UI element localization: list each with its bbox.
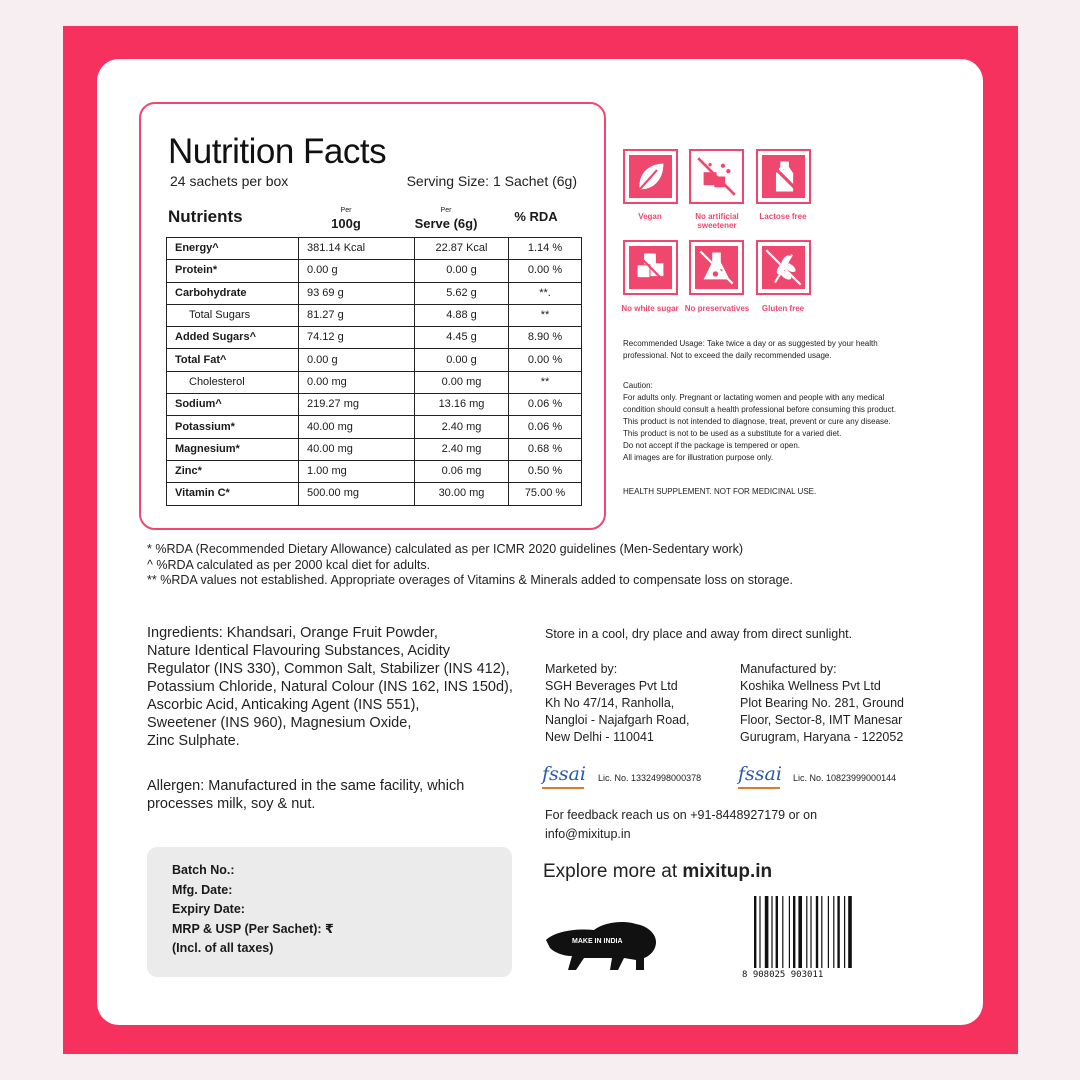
nutrition-cell-v2: 2.40 mg xyxy=(415,416,509,438)
barcode xyxy=(752,896,852,968)
nutrition-cell-rda: 0.00 % xyxy=(509,260,582,282)
nutrition-cell-v2: 0.00 mg xyxy=(415,371,509,393)
sugar-cubes-icon xyxy=(629,246,672,289)
nutrition-cell-v1: 500.00 mg xyxy=(299,483,415,505)
nutrition-cell-name: Zinc* xyxy=(167,460,299,482)
per-serve-header: Per Serve (6g) xyxy=(414,207,478,231)
barcode-bar xyxy=(765,896,769,968)
nutrition-row xyxy=(167,394,582,416)
batch-info-panel: Batch No.: Mfg. Date: Expiry Date: MRP & USP (Per Sachet): ₹ (Incl. of all taxes) xyxy=(147,847,512,977)
sachets-per-box: 24 sachets per box xyxy=(170,173,289,189)
nutrition-row xyxy=(167,460,582,482)
per-100g-header: Per 100g xyxy=(331,207,361,231)
nutrition-row xyxy=(167,282,582,304)
nutrition-row xyxy=(167,349,582,371)
recommended-usage: Recommended Usage: Take twice a day or as suggested by your health professional. Not to exceed the daily recommended usage. xyxy=(623,339,878,360)
nutrition-title: Nutrition Facts xyxy=(168,132,387,171)
vegan-badge xyxy=(623,149,678,204)
lion-icon xyxy=(544,918,659,973)
nutrition-facts-panel xyxy=(139,102,606,530)
nutrition-cell-rda: 0.06 % xyxy=(509,394,582,416)
fssai-underline xyxy=(738,787,780,789)
nutrition-cell-rda: 0.68 % xyxy=(509,438,582,460)
allergen-info: Allergen: Manufactured in the same facility, which processes milk, soy & nut. xyxy=(147,778,465,812)
nutrition-cell-v1: 219.27 mg xyxy=(299,394,415,416)
gluten-free-label: Gluten free xyxy=(761,304,805,313)
nutrition-cell-v2: 30.00 mg xyxy=(415,483,509,505)
nutrition-cell-v1: 74.12 g xyxy=(299,327,415,349)
nutrition-cell-name: Vitamin C* xyxy=(167,483,299,505)
nutrition-cell-name: Sodium^ xyxy=(167,394,299,416)
nutrition-cell-rda: ** xyxy=(509,304,582,326)
nutrition-cell-name: Total Fat^ xyxy=(167,349,299,371)
nutrients-header: Nutrients xyxy=(168,207,243,226)
barcode-bar xyxy=(810,896,811,968)
nutrition-cell-name: Protein* xyxy=(167,260,299,282)
website-link[interactable]: mixitup.in xyxy=(682,861,773,882)
wheat-icon xyxy=(762,246,805,289)
serving-size: Serving Size: 1 Sachet (6g) xyxy=(406,173,577,189)
no-white-sugar-badge xyxy=(623,240,678,295)
nutrition-row xyxy=(167,260,582,282)
nutrition-cell-v1: 0.00 mg xyxy=(299,371,415,393)
barcode-bar xyxy=(837,896,839,968)
nutrition-table xyxy=(166,237,582,506)
caution-block: Caution: For adults only. Pregnant or lactating women and people with any medical condition should consult a health professional before consuming this product. This product is not intended to diagnose, treat, prevent or cure any disease. This product is not to be used as a substitute for a varied diet. Do not accept if the package is tempered or open. All images are for illustration purpose only. xyxy=(623,381,897,462)
nutrition-cell-v2: 0.06 mg xyxy=(415,460,509,482)
nutrition-cell-v1: 81.27 g xyxy=(299,304,415,326)
storage-instructions: Store in a cool, dry place and away from direct sunlight. xyxy=(545,627,853,641)
fssai-license-marketer: Lic. No. 13324998000378 xyxy=(598,773,702,783)
barcode-bar xyxy=(759,896,760,968)
no-sweetener-icon xyxy=(695,155,738,198)
nutrition-cell-v1: 0.00 g xyxy=(299,349,415,371)
nutrition-cell-v2: 0.00 g xyxy=(415,260,509,282)
nutrition-cell-rda: 75.00 % xyxy=(509,483,582,505)
rda-footnotes: * %RDA (Recommended Dietary Allowance) calculated as per ICMR 2020 guidelines (Men-Sedentary work) ^ %RDA calculated as per 2000 kcal diet for adults. ** %RDA values not established. Appropriate overages of Vitamins & Minerals added to compensate loss on storage. xyxy=(147,542,793,587)
barcode-bar xyxy=(833,896,834,968)
fssai-underline xyxy=(542,787,584,789)
barcode-bar xyxy=(782,896,783,968)
barcode-bar xyxy=(828,896,829,968)
nutrition-cell-v1: 381.14 Kcal xyxy=(299,238,415,260)
nutrition-cell-v2: 0.00 g xyxy=(415,349,509,371)
gluten-free-badge xyxy=(756,240,811,295)
no-sweetener-label: No artificial sweetener xyxy=(695,212,739,230)
leaf-icon xyxy=(629,155,672,198)
nutrition-row xyxy=(167,371,582,393)
nutrition-cell-name: Total Sugars xyxy=(167,304,299,326)
make-in-india-logo xyxy=(544,918,659,973)
nutrition-cell-name: Potassium* xyxy=(167,416,299,438)
nutrition-cell-v2: 2.40 mg xyxy=(415,438,509,460)
nutrition-cell-rda: 0.00 % xyxy=(509,349,582,371)
no-preservatives-label: No preservatives xyxy=(684,304,750,313)
nutrition-row xyxy=(167,483,582,505)
ingredients: Ingredients: Khandsari, Orange Fruit Powder, Nature Identical Flavouring Substances, Acidity Regulator (INS 330), Common Salt, Stabilizer (INS 412), Potassium Chloride, Natural Colour (INS 162, INS 150d), Ascorbic Acid, Anticaking Agent (INS 551), Sweetener (INS 960), Magnesium Oxide, Zinc Sulphate. xyxy=(147,625,513,749)
nutrition-cell-v2: 4.88 g xyxy=(415,304,509,326)
nutrition-cell-name: Added Sugars^ xyxy=(167,327,299,349)
barcode-bar xyxy=(798,896,802,968)
barcode-bar xyxy=(754,896,756,968)
nutrition-cell-rda: ** xyxy=(509,371,582,393)
barcode-bar xyxy=(789,896,790,968)
nutrition-cell-name: Magnesium* xyxy=(167,438,299,460)
nutrition-row xyxy=(167,304,582,326)
nutrition-cell-v1: 93 69 g xyxy=(299,282,415,304)
barcode-bar xyxy=(806,896,807,968)
fssai-logo-marketer: fssai xyxy=(542,763,586,785)
make-in-india-text: MAKE IN INDIA xyxy=(572,938,623,945)
nutrition-cell-v2: 13.16 mg xyxy=(415,394,509,416)
no-preservatives-badge xyxy=(689,240,744,295)
nutrition-cell-v1: 0.00 g xyxy=(299,260,415,282)
vegan-label: Vegan xyxy=(638,212,662,221)
manufactured-by: Manufactured by: Koshika Wellness Pvt Ltd Plot Bearing No. 281, Ground Floor, Sector-8, IMT Manesar Gurugram, Haryana - 122052 xyxy=(740,662,904,744)
barcode-bar xyxy=(771,896,772,968)
barcode-bar xyxy=(793,896,795,968)
nutrition-cell-rda: 1.14 % xyxy=(509,238,582,260)
barcode-bar xyxy=(776,896,778,968)
nutrition-cell-name: Cholesterol xyxy=(167,371,299,393)
nutrition-cell-v1: 40.00 mg xyxy=(299,416,415,438)
nutrition-cell-rda: 0.06 % xyxy=(509,416,582,438)
lactose-free-label: Lactose free xyxy=(759,212,807,221)
nutrition-cell-v2: 4.45 g xyxy=(415,327,509,349)
barcode-bar xyxy=(821,896,822,968)
explore-more: Explore more at mixitup.in xyxy=(543,861,773,882)
flask-icon xyxy=(695,246,738,289)
marketed-by: Marketed by: SGH Beverages Pvt Ltd Kh No 47/14, Ranholla, Nangloi - Najafgarh Road, New Delhi - 110041 xyxy=(545,662,690,744)
nutrition-cell-name: Energy^ xyxy=(167,238,299,260)
feedback-contact: For feedback reach us on +91-8448927179 or on info@mixitup.in xyxy=(545,808,818,841)
nutrition-cell-v1: 1.00 mg xyxy=(299,460,415,482)
nutrition-cell-name: Carbohydrate xyxy=(167,282,299,304)
nutrition-cell-rda: **. xyxy=(509,282,582,304)
nutrition-row xyxy=(167,327,582,349)
barcode-bar xyxy=(848,896,852,968)
barcode-bars xyxy=(752,896,852,968)
nutrition-row xyxy=(167,238,582,260)
health-supplement-note: HEALTH SUPPLEMENT. NOT FOR MEDICINAL USE. xyxy=(623,487,817,496)
lactose-free-badge xyxy=(756,149,811,204)
nutrition-row xyxy=(167,438,582,460)
barcode-bar xyxy=(816,896,818,968)
no-sweetener-badge xyxy=(689,149,744,204)
barcode-bar xyxy=(844,896,845,968)
nutrition-cell-v2: 5.62 g xyxy=(415,282,509,304)
fssai-logo-manufacturer: fssai xyxy=(738,763,782,785)
milk-bottle-icon xyxy=(762,155,805,198)
nutrition-cell-v1: 40.00 mg xyxy=(299,438,415,460)
rda-header: % RDA xyxy=(514,209,558,224)
no-white-sugar-label: No white sugar xyxy=(621,304,679,313)
nutrition-row xyxy=(167,416,582,438)
nutrition-cell-rda: 0.50 % xyxy=(509,460,582,482)
barcode-number: 8 908025 903011 xyxy=(742,970,824,980)
nutrition-cell-rda: 8.90 % xyxy=(509,327,582,349)
fssai-license-manufacturer: Lic. No. 10823999000144 xyxy=(793,773,897,783)
nutrition-cell-v2: 22.87 Kcal xyxy=(415,238,509,260)
